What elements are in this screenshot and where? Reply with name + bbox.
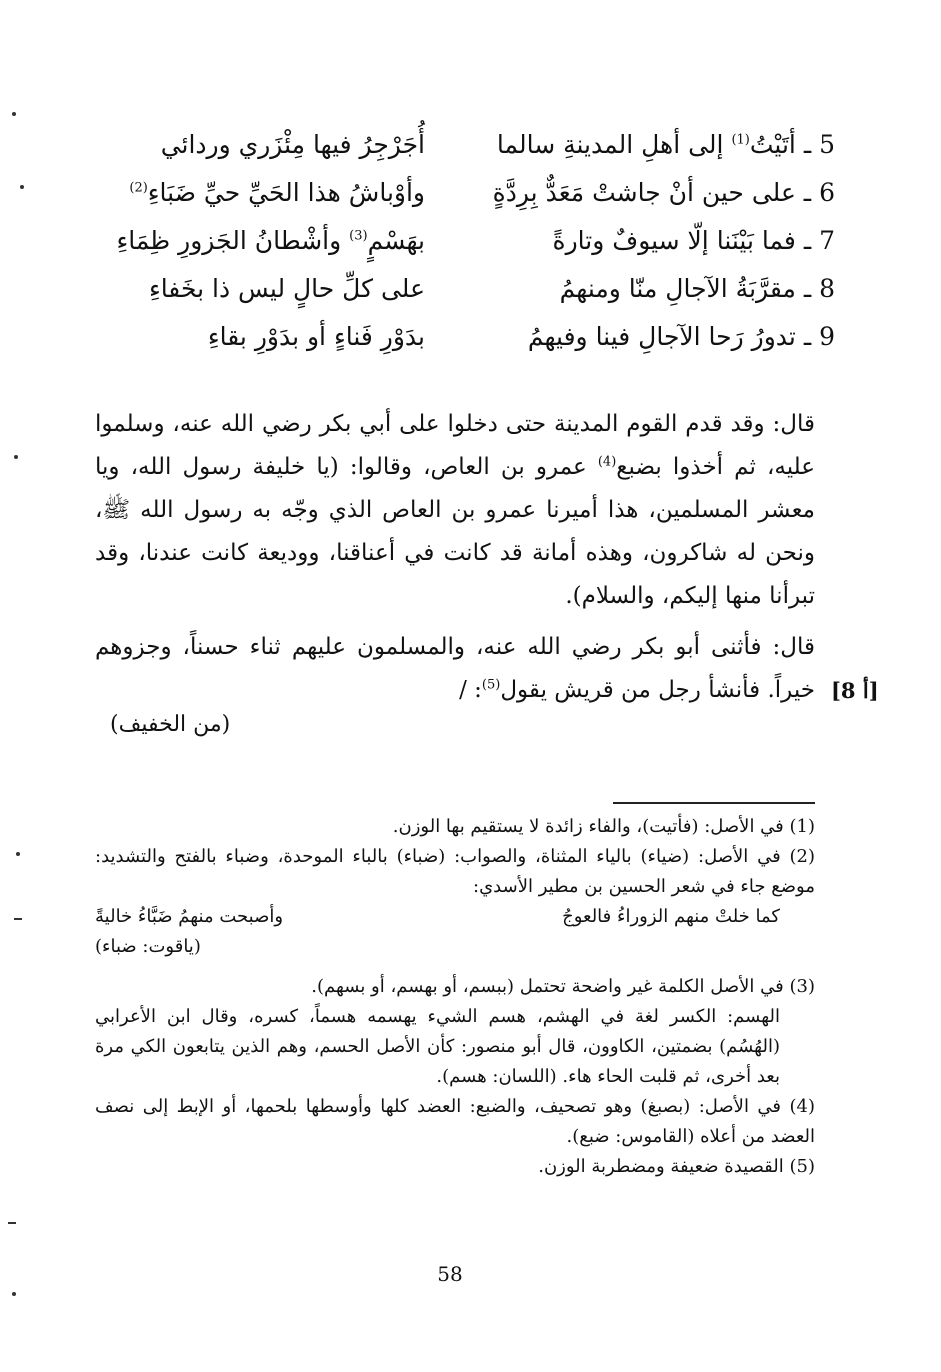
poem-verse [95,216,835,264]
footnote: (2) في الأصل: (ضياء) بالياء المثناة، والصواب: (ضباء) بالباء الموحدة، وضباء بالفتح والتشديد: موضع جاء في شعر الحسين بن مطير الأسدي: [95,846,815,897]
footnote: (4) في الأصل: (بصبغ) وهو تصحيف، والضبع: العضد كلها وأوسطها بلحمها، أو الإبط إلى نصف العضد من أعلاه (القاموس: ضبع). [95,1096,815,1147]
verse-first-hemistich: 5 ـ أتَيْتُ$^{(1)}$ إلى أهلِ المدينةِ سالما [496,129,835,159]
scan-speck [8,1222,16,1224]
scan-speck [14,455,18,459]
verse-first-hemistich: 9 ـ تدورُ رَحا الآجالِ فينا وفيهمُ [527,321,835,351]
poem-verse [95,168,835,216]
footnote-ref[interactable]: (2) [129,180,148,196]
footnote-separator [613,802,815,804]
verse-second-hemistich: على كلِّ حالٍ ليس ذا بخَفاءِ [148,273,425,303]
prose-body [95,403,815,712]
verse-first-hemistich: 6 ـ على حين أنْ جاشتْ مَعَدٌّ بِرِدَّةٍ [492,177,835,207]
poem-verse [95,312,835,360]
page-number: 58 [437,1262,463,1286]
footnote: (5) القصيدة ضعيفة ومضطربة الوزن. [538,1156,815,1177]
scan-speck [12,1292,16,1296]
scan-speck [12,112,16,116]
footnote-ref[interactable]: (4) [597,454,617,470]
footnote-source: (ياقوت: ضباء) [95,936,201,957]
footnote-ref[interactable]: (1) [731,132,750,148]
footnote: (3) في الأصل الكلمة غير واضحة تحتمل (ببسم، أو بهسم، أو بسهم). [311,976,815,997]
verse-first-hemistich: 7 ـ فما بَيْنَنا إلّا سيوفٌ وتارةً [552,225,835,255]
footnote-ref[interactable]: (3) [349,228,368,244]
footnotes [95,812,815,1182]
meter-label: (من الخفيف) [110,712,231,737]
footnote-ref[interactable]: (5) [481,677,501,693]
scan-speck [20,185,24,189]
quote-second-hemistich: كما خلتْ منهم الزوراءُ فالعوجُ [562,906,780,927]
paragraph: قال: فأثنى أبو بكر رضي الله عنه، والمسلمون عليهم ثناء حسناً، وجزوهم خيراً. فأنشأ رجل من قريش يقول$^{(5)}$: / [95,634,815,703]
quote-first-hemistich: وأصبحت منهمُ ضَبَّاءُ خاليةً [95,906,284,927]
scan-speck [16,852,20,856]
poem-verse [95,264,835,312]
verse-first-hemistich: 8 ـ مقرَّبَةُ الآجالِ منّا ومنهمُ [559,273,835,303]
footnote: (1) في الأصل: (فأتيت)، والفاء زائدة لا يستقيم بها الوزن. [392,816,815,837]
verse-second-hemistich: بهَسْمٍ$^{(3)}$ وأشْطانُ الجَزورِ ظِمَاءِ [116,225,425,255]
folio-marker: [8 أ] [831,678,879,703]
verse-second-hemistich: وأوْباشُ هذا الحَيِّ حيِّ ضَبَاءِ$^{(2)}$ [129,177,425,207]
scan-speck [14,918,22,920]
quoted-verse [95,902,815,932]
footnote-body: الهسم: الكسر لغة في الهشم، هسم الشيء يهسمه هسماً، كسره، وقال ابن الأعرابي (الهُسُم) بضمتين، الكاوون، قال أبو منصور: كأن الأصل الحسم، وهم الذين يتابعون الكي مرة بعد أخرى، ثم قلبت الحاء هاء. (اللسان: هسم). [95,1006,780,1087]
verse-second-hemistich: أُجَرْجِرُ فيها مِئْزَري وردائي [160,129,425,159]
verse-second-hemistich: بدَوْرِ فَناءٍ أو بدَوْرِ بقاءِ [207,321,425,351]
poem [95,120,835,360]
paragraph: قال: وقد قدم القوم المدينة حتى دخلوا على أبي بكر رضي الله عنه، وسلموا عليه، ثم أخذوا بضبع$^{(4)}$ عمرو بن العاص، وقالوا: (يا خليفة رسول الله، ويا معشر المسلمين، هذا أميرنا عمرو بن العاص الذي وجّه به رسول الله ﷺ، ونحن له شاكرون، وهذه أمانة قد كانت في أعناقنا، ووديعة كانت عندنا، وقد تبرأنا منها إليكم، والسلام). [95,411,815,609]
poem-verse [95,120,835,168]
